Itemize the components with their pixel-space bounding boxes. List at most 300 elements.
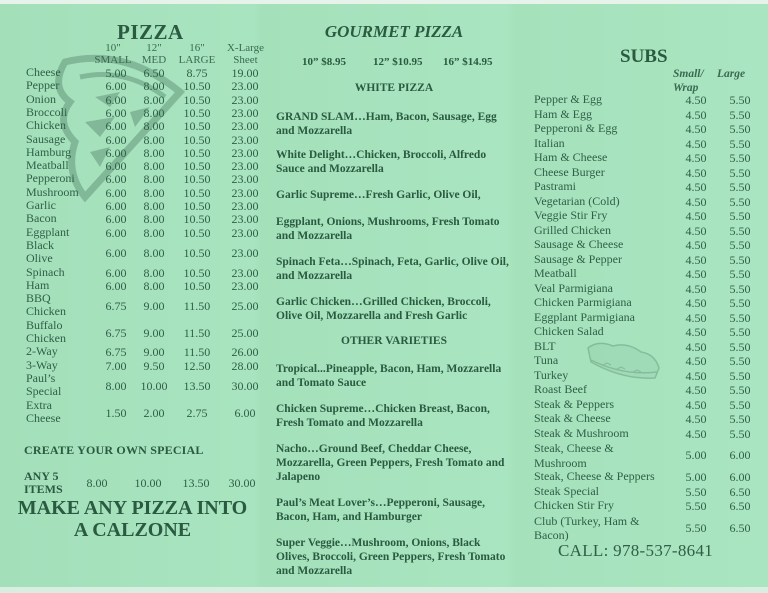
sub-item-name: Sausage & Pepper (534, 251, 622, 266)
gourmet-price-16: 16” $14.95 (443, 56, 493, 68)
pizza-row (26, 226, 266, 239)
name-line1: BBQ (26, 291, 51, 306)
pizza-price: 6.00 (105, 212, 127, 227)
sub-price-large: 5.50 (729, 281, 751, 296)
pizza-row (26, 359, 266, 372)
pizza-price: 25.00 (231, 299, 259, 314)
sub-price-large: 5.50 (729, 223, 751, 238)
size-inches: 10" (105, 42, 121, 54)
sub-price-large: 5.50 (729, 194, 751, 209)
sub-row (534, 166, 768, 181)
pizza-item-name: 3-Way (26, 357, 58, 372)
pizza-item-name (26, 399, 61, 426)
size-label: MED (141, 54, 167, 66)
name-line2: Cheese (26, 410, 61, 425)
pizza-item-name: Mushroom (26, 184, 79, 199)
other-variety-item (276, 496, 521, 524)
any-five-price-med: 10.00 (134, 476, 162, 490)
pizza-price: 5.00 (105, 66, 127, 80)
sub-item-name: Eggplant Parmigiana (534, 309, 635, 324)
pizza-price: 23.00 (231, 132, 259, 147)
pizza-row (26, 399, 266, 426)
pizza-price: 8.00 (143, 132, 165, 147)
pizza-price: 6.00 (105, 159, 127, 174)
item-line2: and Tomato Sauce (276, 377, 367, 389)
pizza-row (26, 279, 266, 292)
pizza-price: 6.00 (105, 145, 127, 160)
pizza-price: 10.50 (183, 92, 211, 107)
pizza-price: 10.50 (183, 145, 211, 160)
gourmet-panel (265, 0, 523, 593)
size-header-xlarge (223, 42, 268, 66)
pizza-price: 6.50 (143, 66, 165, 80)
pizza-price: 6.00 (105, 225, 127, 240)
sub-item-name: BLT (534, 338, 556, 353)
sub-price-small: 5.50 (685, 499, 707, 513)
pizza-item-name: Cheese (26, 65, 61, 79)
pizza-price: 10.50 (183, 212, 211, 227)
sub-price-small: 5.50 (685, 484, 707, 499)
pizza-price: 23.00 (231, 212, 259, 227)
sub-item-name: Chicken Parmigiana (534, 295, 632, 309)
pizza-price: 8.00 (143, 145, 165, 160)
sub-price-large: 5.50 (729, 107, 751, 122)
subs-header-small-wrap (673, 67, 704, 95)
sub-price-small: 4.50 (685, 296, 707, 310)
sub-row (534, 209, 768, 224)
sub-item-name: Steak, Cheese & Peppers (534, 469, 655, 483)
pizza-item-name: Pepperoni (26, 171, 75, 186)
pizza-price: 6.00 (105, 199, 127, 213)
sub-price-small: 4.50 (685, 238, 707, 252)
calzone-line2: A CALZONE (73, 519, 192, 541)
sub-price-small: 4.50 (685, 426, 707, 441)
pizza-row (26, 266, 266, 279)
pizza-price: 6.00 (105, 119, 127, 134)
pizza-item-name: Hamburg (26, 144, 72, 159)
pizza-price: 23.00 (231, 265, 259, 280)
item-line2: Fresh Tomato and Mozzarella (276, 417, 423, 429)
pizza-price: 10.50 (183, 199, 211, 213)
pizza-price: 6.00 (105, 132, 127, 147)
pizza-item-name: Onion (26, 91, 56, 106)
sub-price-small: 4.50 (685, 368, 707, 383)
gourmet-title: GOURMET PIZZA (324, 22, 464, 41)
sub-item-name: Meatball (534, 266, 577, 280)
pizza-row (26, 172, 266, 185)
sub-price-large: 6.50 (729, 499, 751, 513)
sub-price-large: 6.00 (729, 470, 751, 484)
sub-item-name: Veal Parmigiana (534, 280, 613, 295)
name-line1: Buffalo (26, 317, 63, 332)
sub-price-large: 5.50 (729, 238, 751, 252)
sub-price-large: 5.50 (729, 426, 751, 441)
pizza-price: 8.00 (105, 378, 127, 393)
pizza-price: 23.00 (231, 185, 259, 200)
pizza-price: 11.50 (183, 345, 211, 360)
sub-price-large: 5.50 (729, 397, 751, 412)
sub-row (534, 180, 768, 195)
item-line1: Spinach Feta…Spinach, Feta, Garlic, Olive Oil, (276, 256, 509, 268)
pizza-price: 19.00 (231, 66, 259, 80)
sub-price-small: 4.50 (685, 383, 707, 397)
pizza-price: 10.50 (183, 159, 211, 174)
sub-price-small: 4.50 (685, 412, 707, 426)
sub-item-name (534, 441, 614, 470)
sub-price-small: 5.00 (685, 470, 707, 484)
sub-item-name: Steak Special (534, 483, 599, 498)
pizza-item-name: Garlic (26, 198, 56, 212)
pizza-price: 2.75 (186, 405, 208, 420)
sub-price-small: 4.50 (685, 122, 707, 136)
other-variety-item (276, 362, 521, 390)
item-line3: and Mozzarella (276, 565, 353, 577)
sub-item-name: Pepper & Egg (534, 92, 602, 106)
pizza-price: 6.00 (234, 405, 256, 420)
pizza-price: 23.00 (231, 199, 259, 213)
sub-price-small: 4.50 (685, 93, 707, 107)
sub-price-small: 4.50 (685, 223, 707, 238)
pizza-price: 9.00 (143, 299, 165, 314)
create-your-own-heading: CREATE YOUR OWN SPECIAL (24, 443, 204, 457)
pizza-price: 8.00 (143, 119, 165, 134)
pizza-row (26, 119, 266, 132)
pizza-item-name: Sausage (26, 131, 66, 146)
pizza-row (26, 292, 266, 319)
other-variety-item (276, 402, 521, 430)
pizza-panel (0, 0, 265, 593)
pizza-price: 6.00 (105, 185, 127, 200)
sub-row (534, 282, 768, 297)
sub-row (534, 122, 768, 137)
pizza-price: 8.00 (143, 225, 165, 240)
pizza-price: 1.50 (105, 405, 127, 420)
pizza-price: 2.00 (143, 405, 165, 420)
sub-row (534, 296, 768, 311)
pizza-price: 9.00 (143, 345, 165, 360)
sub-price-large: 6.50 (729, 484, 751, 499)
pizza-price: 8.00 (143, 278, 165, 293)
sub-price-small: 4.50 (685, 194, 707, 209)
sub-price-large: 6.50 (729, 520, 751, 535)
pizza-price: 6.00 (105, 79, 127, 94)
size-label: Sheet (233, 54, 258, 66)
any-five-price-large: 13.50 (182, 476, 210, 490)
sub-price-large: 5.50 (729, 296, 751, 310)
sub-item-name: Ham & Cheese (534, 150, 608, 164)
sub-price-large: 5.50 (729, 93, 751, 107)
pizza-price: 13.50 (183, 378, 211, 393)
pizza-price: 10.50 (183, 245, 211, 260)
sub-price-small: 4.50 (685, 310, 707, 325)
any-five-price-small: 8.00 (86, 476, 108, 490)
sub-item-name: Italian (534, 135, 565, 150)
pizza-row (26, 159, 266, 172)
white-pizza-item (276, 295, 521, 323)
pizza-title: PIZZA (117, 20, 184, 44)
item-line1: Paul’s Meat Lover’s…Pepperoni, Sausage, (276, 497, 486, 509)
pizza-price: 10.50 (183, 185, 211, 200)
size-inches: X-Large (226, 42, 265, 54)
sub-item-name: Chicken Salad (534, 324, 604, 338)
pizza-price: 8.75 (186, 66, 208, 80)
pizza-price: 8.00 (143, 172, 165, 187)
pizza-price: 23.00 (231, 105, 259, 120)
pizza-price: 6.00 (105, 245, 127, 260)
pizza-price: 8.00 (143, 185, 165, 200)
calzone-line1: MAKE ANY PIZZA INTO (17, 497, 248, 519)
pizza-item-name (26, 319, 66, 346)
item-line1: White Delight…Chicken, Broccoli, Alfredo (276, 149, 487, 161)
sub-price-large: 5.50 (729, 339, 751, 354)
sub-price-large: 5.50 (729, 354, 751, 368)
pizza-price: 8.00 (143, 79, 165, 94)
pizza-price: 10.50 (183, 225, 211, 240)
sub-price-large: 5.50 (729, 165, 751, 180)
pizza-price: 10.50 (183, 105, 211, 120)
sub-row (534, 267, 768, 282)
sub-item-name: Steak & Cheese (534, 411, 611, 425)
pizza-item-name: Bacon (26, 211, 57, 226)
pizza-price: 6.00 (105, 265, 127, 280)
sub-row (534, 224, 768, 239)
pizza-price: 10.50 (183, 172, 211, 187)
white-pizza-item (276, 215, 521, 243)
pizza-price: 26.00 (231, 345, 259, 360)
item-line1: Garlic Supreme…Fresh Garlic, Olive Oil, (276, 189, 481, 201)
sub-row (534, 151, 768, 166)
sub-price-large: 5.50 (729, 383, 751, 397)
pizza-price: 6.75 (105, 299, 127, 314)
pizza-row (26, 79, 266, 92)
white-pizza-item (276, 148, 521, 176)
pizza-price: 23.00 (231, 278, 259, 293)
sub-row (534, 514, 768, 543)
sub-price-small: 4.50 (685, 136, 707, 151)
pizza-item-name: 2-Way (26, 344, 58, 359)
pizza-row (26, 319, 266, 346)
pizza-price: 11.50 (183, 299, 211, 314)
pizza-price: 10.00 (140, 378, 168, 393)
item-line1: Super Veggie…Mushroom, Onions, Black (276, 537, 481, 549)
sub-row (534, 325, 768, 340)
pizza-row (26, 212, 266, 225)
sub-row (534, 253, 768, 268)
white-pizza-item (276, 110, 521, 138)
subs-header-large: Large (717, 68, 746, 80)
sub-row (534, 499, 768, 514)
sub-row (534, 108, 768, 123)
pizza-price: 10.50 (183, 79, 211, 94)
sub-price-small: 4.50 (685, 325, 707, 339)
sub-price-small: 4.50 (685, 165, 707, 180)
sub-price-small: 4.50 (685, 151, 707, 165)
pizza-item-name (26, 372, 61, 399)
pizza-price: 6.75 (105, 345, 127, 360)
sub-row (534, 137, 768, 152)
sub-price-large: 5.50 (729, 267, 751, 281)
pizza-item-name: Chicken (26, 118, 66, 133)
gourmet-price-12: 12” $10.95 (373, 56, 423, 68)
item-line3: Jalapeno (276, 471, 321, 483)
sub-row (534, 340, 768, 355)
sub-row (534, 354, 768, 369)
size-label: LARGE (178, 54, 216, 66)
sub-price-small: 4.50 (685, 339, 707, 354)
item-line1: Tropical...Pineapple, Bacon, Ham, Mozzarella (276, 363, 502, 375)
name-line2: Chicken (26, 330, 66, 345)
sub-item-name: Tuna (534, 353, 559, 367)
item-line1: Eggplant, Onions, Mushrooms, Fresh Tomato (276, 216, 500, 228)
item-line2: Olive Oil, Mozzarella and Fresh Garlic (276, 310, 468, 322)
sub-price-small: 4.50 (685, 180, 707, 194)
sub-item-name (534, 514, 639, 543)
sub-item-name: Veggie Stir Fry (534, 208, 608, 222)
size-inches: 16" (189, 42, 205, 54)
sub-item-name: Steak & Mushroom (534, 425, 629, 440)
pizza-item-name: Eggplant (26, 224, 70, 239)
sub-price-large: 5.50 (729, 368, 751, 383)
white-pizza-item (276, 188, 521, 202)
item-line2: and Mozzarella (276, 125, 353, 137)
item-line2: Sauce and Mozzarella (276, 163, 384, 175)
pizza-row (26, 146, 266, 159)
size-label: SMALL (94, 54, 132, 66)
size-header-large (177, 42, 217, 66)
pizza-price: 23.00 (231, 79, 259, 94)
sub-row (534, 485, 768, 500)
sub-price-large: 5.50 (729, 252, 751, 267)
pizza-item-name: Broccoli (26, 104, 68, 119)
sub-item-name: Chicken Stir Fry (534, 498, 614, 512)
item-line2: and Mozzarella (276, 230, 353, 242)
sub-price-small: 4.50 (685, 281, 707, 296)
sub-item-name: Ham & Egg (534, 106, 592, 121)
sub-row (534, 93, 768, 108)
sub-price-small: 4.50 (685, 397, 707, 412)
pizza-price: 6.75 (105, 325, 127, 340)
subs-title: SUBS (620, 46, 668, 67)
sub-row (534, 441, 768, 470)
name-line1: Steak, Cheese & (534, 441, 614, 455)
header-small: Small/ (673, 68, 704, 80)
pizza-row (26, 199, 266, 212)
pizza-price: 23.00 (231, 119, 259, 134)
pizza-price: 6.00 (105, 172, 127, 187)
any-five-price-xlarge: 30.00 (228, 476, 256, 490)
size-inches: 12" (146, 42, 162, 54)
name-line2: Bacon) (534, 528, 569, 542)
sub-price-large: 5.50 (729, 209, 751, 223)
pizza-price: 8.00 (143, 212, 165, 227)
pizza-price: 10.50 (183, 265, 211, 280)
name-line1: Extra (26, 397, 52, 412)
pizza-price: 23.00 (231, 159, 259, 174)
pizza-price: 7.00 (105, 358, 127, 373)
pizza-price: 8.00 (143, 92, 165, 107)
sub-row (534, 195, 768, 210)
sub-item-name: Cheese Burger (534, 164, 605, 179)
item-line2: and Mozzarella (276, 270, 353, 282)
sub-item-name: Vegetarian (Cold) (534, 193, 620, 208)
sub-row (534, 238, 768, 253)
item-line2: Bacon, Ham, and Hamburger (276, 511, 422, 523)
sub-price-large: 5.50 (729, 310, 751, 325)
pizza-price: 11.50 (183, 325, 211, 340)
header-wrap: Wrap (673, 82, 699, 94)
sub-price-small: 5.00 (685, 448, 707, 462)
pizza-price: 8.00 (143, 199, 165, 213)
sub-item-name: Sausage & Cheese (534, 237, 624, 251)
pizza-item-name: Ham (26, 277, 50, 292)
pizza-price: 30.00 (231, 378, 259, 393)
sub-price-large: 5.50 (729, 325, 751, 339)
item-line1: Nacho…Ground Beef, Cheddar Cheese, (276, 443, 472, 455)
pizza-row (26, 372, 266, 399)
pizza-row (26, 186, 266, 199)
pizza-row (26, 66, 266, 79)
sub-price-small: 4.50 (685, 252, 707, 267)
calzone-banner (0, 497, 265, 541)
other-variety-item (276, 442, 521, 484)
name-line2: Chicken (26, 304, 66, 319)
sub-row (534, 427, 768, 442)
pizza-item-name: Meatball (26, 158, 69, 173)
sub-price-large: 5.50 (729, 151, 751, 165)
name-line1: Club (Turkey, Ham & (534, 513, 640, 528)
pizza-price: 10.50 (183, 119, 211, 134)
item-line1: Chicken Supreme…Chicken Breast, Bacon, (276, 403, 490, 415)
size-header-med (134, 42, 174, 66)
pizza-price: 12.50 (183, 358, 211, 373)
item-line1: Garlic Chicken…Grilled Chicken, Broccoli, (276, 296, 491, 308)
name-line2: Special (26, 384, 62, 399)
any-five-line1: ANY 5 (24, 469, 59, 483)
sub-price-large: 5.50 (729, 412, 751, 426)
pizza-price: 23.00 (231, 145, 259, 160)
pizza-price: 10.50 (183, 278, 211, 293)
item-line1: GRAND SLAM…Ham, Bacon, Sausage, Egg (276, 111, 497, 123)
other-varieties-heading: OTHER VARIETIES (341, 335, 447, 347)
sub-item-name: Turkey (534, 367, 569, 382)
item-line2: Mozzarella, Green Peppers, Fresh Tomato and (276, 457, 505, 469)
item-line2: Olives, Broccoli, Green Peppers, Fresh Tomato (276, 551, 506, 563)
subs-panel (523, 0, 768, 593)
sub-item-name: Grilled Chicken (534, 222, 611, 237)
sub-price-large: 5.50 (729, 136, 751, 151)
sub-row (534, 369, 768, 384)
sub-price-small: 4.50 (685, 209, 707, 223)
white-pizza-item (276, 255, 521, 283)
call-phone: CALL: 978-537-8641 (558, 541, 714, 560)
sub-row (534, 311, 768, 326)
name-line1: Black (26, 237, 54, 252)
pizza-item-name (26, 292, 66, 319)
sub-price-large: 5.50 (729, 180, 751, 194)
sub-item-name: Pepperoni & Egg (534, 121, 618, 135)
sub-item-name: Roast Beef (534, 382, 587, 396)
pizza-price: 9.50 (143, 358, 165, 373)
pizza-price: 8.00 (143, 159, 165, 174)
pizza-price: 9.00 (143, 325, 165, 340)
sub-item-name: Steak & Peppers (534, 396, 614, 411)
pizza-price: 25.00 (231, 325, 259, 340)
other-variety-item (276, 536, 521, 578)
pizza-price: 8.00 (143, 265, 165, 280)
name-line1: Paul’s (26, 370, 56, 385)
any-five-line2: ITEMS (24, 482, 63, 496)
sub-price-small: 4.50 (685, 267, 707, 281)
